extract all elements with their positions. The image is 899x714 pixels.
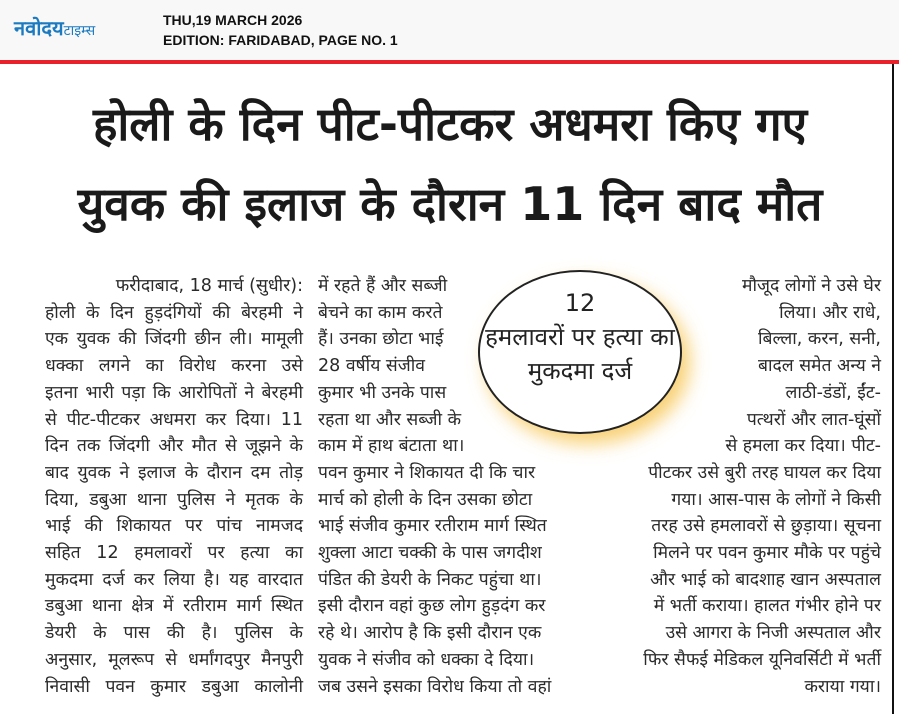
article-line: होली के दिन हुड़दंगियों की बेरहमी ने bbox=[45, 302, 303, 323]
article-line: इतना भारी पड़ा कि आरोपितों ने बेरहमी bbox=[45, 382, 303, 403]
article-line: इसी दौरान वहां कुछ लोग हुड़दंग कर bbox=[318, 596, 546, 617]
article-line: रहता था और सब्जी के bbox=[318, 409, 462, 430]
article-line: पत्थरों और लात-घूंसों bbox=[746, 409, 881, 430]
callout-line: हमलावरों पर हत्या का bbox=[485, 323, 675, 351]
article-line: काम में हाथ बंटाता था। bbox=[318, 436, 465, 457]
article-line: कराया गया। bbox=[804, 676, 881, 697]
article-line: कुमार भी उनके पास bbox=[318, 382, 447, 403]
newspaper-logo: नवोदयटाइम्स bbox=[14, 16, 96, 40]
article-line: बादल समेत अन्य ने bbox=[757, 356, 881, 377]
edition-page: EDITION: FARIDABAD, PAGE NO. 1 bbox=[163, 32, 398, 48]
article-line: एक युवक की जिंदगी छीन ली। मामूली bbox=[45, 329, 303, 350]
article-line: पंडित की डेयरी के निकट पहुंचा था। bbox=[318, 569, 542, 590]
edition-info bbox=[163, 10, 398, 50]
article-line: बिल्ला, करन, सनी, bbox=[757, 329, 881, 350]
article-line: जब उसने इसका विरोध किया तो वहां bbox=[318, 676, 552, 697]
article-line: शुक्ला आटा चक्की के पास जगदीश bbox=[318, 543, 542, 563]
headline-line-2: युवक की इलाज के दौरान 11 दिन बाद मौत bbox=[77, 177, 823, 231]
article-line: अनुसार, मूलरूप से धर्मांगदपुर मैनपुरी bbox=[45, 649, 303, 670]
article-line: युवक ने संजीव को धक्का दे दिया। bbox=[318, 649, 535, 670]
article-line: फिर सैफई मेडिकल यूनिवर्सिटी में भर्ती bbox=[643, 649, 881, 670]
header-divider bbox=[0, 60, 899, 64]
article-line: उसे आगरा के निजी अस्पताल और bbox=[665, 623, 881, 644]
article-line: बेचने का काम करते bbox=[318, 302, 443, 323]
article-line: धक्का लगने का विरोध करना उसे bbox=[45, 356, 303, 377]
article-line: भाई संजीव कुमार रतीराम मार्ग स्थित bbox=[318, 516, 547, 537]
clip-border bbox=[892, 64, 894, 714]
masthead bbox=[0, 0, 899, 60]
article-line: भाई की शिकायत पर पांच नामजद bbox=[45, 516, 303, 537]
article-line: सहित 12 हमलावरों पर हत्या का bbox=[45, 543, 303, 563]
callout-line: मुकदमा दर्ज bbox=[527, 357, 633, 385]
article-line: दिन तक जिंदगी और मौत से जूझने के bbox=[45, 436, 303, 457]
article-line: निवासी पवन कुमार डबुआ कालोनी bbox=[45, 676, 303, 697]
article-line: रहे थे। आरोप है कि इसी दौरान एक bbox=[318, 623, 542, 644]
article-line: से हमला कर दिया। पीट- bbox=[725, 436, 881, 457]
article-line: मार्च को होली के दिन उसका छोटा bbox=[318, 489, 533, 510]
article-line: बाद युवक ने इलाज के दौरान दम तोड़ bbox=[45, 462, 303, 483]
callout-bubble bbox=[478, 270, 682, 434]
article-line: में भर्ती कराया। हालत गंभीर होने पर bbox=[653, 596, 881, 617]
callout-line: 12 bbox=[564, 289, 596, 317]
article-line: डबुआ थाना क्षेत्र में रतीराम मार्ग स्थित bbox=[45, 596, 303, 617]
article-line: लाठी-डंडों, ईंट- bbox=[785, 382, 881, 403]
article-line: पीटकर उसे बुरी तरह घायल कर दिया bbox=[648, 462, 881, 483]
article-line: से पीट-पीटकर अधमरा कर दिया। 11 bbox=[45, 409, 303, 430]
article-line: मिलने पर पवन कुमार मौके पर पहुंचे bbox=[653, 543, 881, 563]
article-line: मुकदमा दर्ज कर लिया है। यह वारदात bbox=[45, 569, 303, 590]
article-line: हैं। उनका छोटा भाई bbox=[318, 329, 444, 350]
article-line: पवन कुमार ने शिकायत दी कि चार bbox=[318, 462, 536, 483]
article-line: डेयरी के पास की है। पुलिस के bbox=[45, 623, 303, 644]
article-line: मौजूद लोगों ने उसे घेर bbox=[742, 276, 881, 296]
publication-date: THU,19 MARCH 2026 bbox=[163, 12, 303, 28]
article-line: और भाई को बादशाह खान अस्पताल bbox=[650, 569, 881, 590]
article-line: तरह उसे हमलावरों से छुड़ाया। सूचना bbox=[651, 516, 881, 537]
headline-line-1: होली के दिन पीट-पीटकर अधमरा किए गए bbox=[92, 97, 808, 151]
article-line: 28 वर्षीय संजीव bbox=[318, 356, 425, 377]
article-line: में रहते हैं और सब्जी bbox=[318, 276, 448, 296]
article-line: फरीदाबाद, 18 मार्च (सुधीर): bbox=[115, 276, 303, 296]
article-line: गया। आस-पास के लोगों ने किसी bbox=[671, 489, 881, 510]
article-line: लिया। और राधे, bbox=[779, 302, 881, 323]
article-line: दिया, डबुआ थाना पुलिस ने मृतक के bbox=[45, 489, 303, 510]
